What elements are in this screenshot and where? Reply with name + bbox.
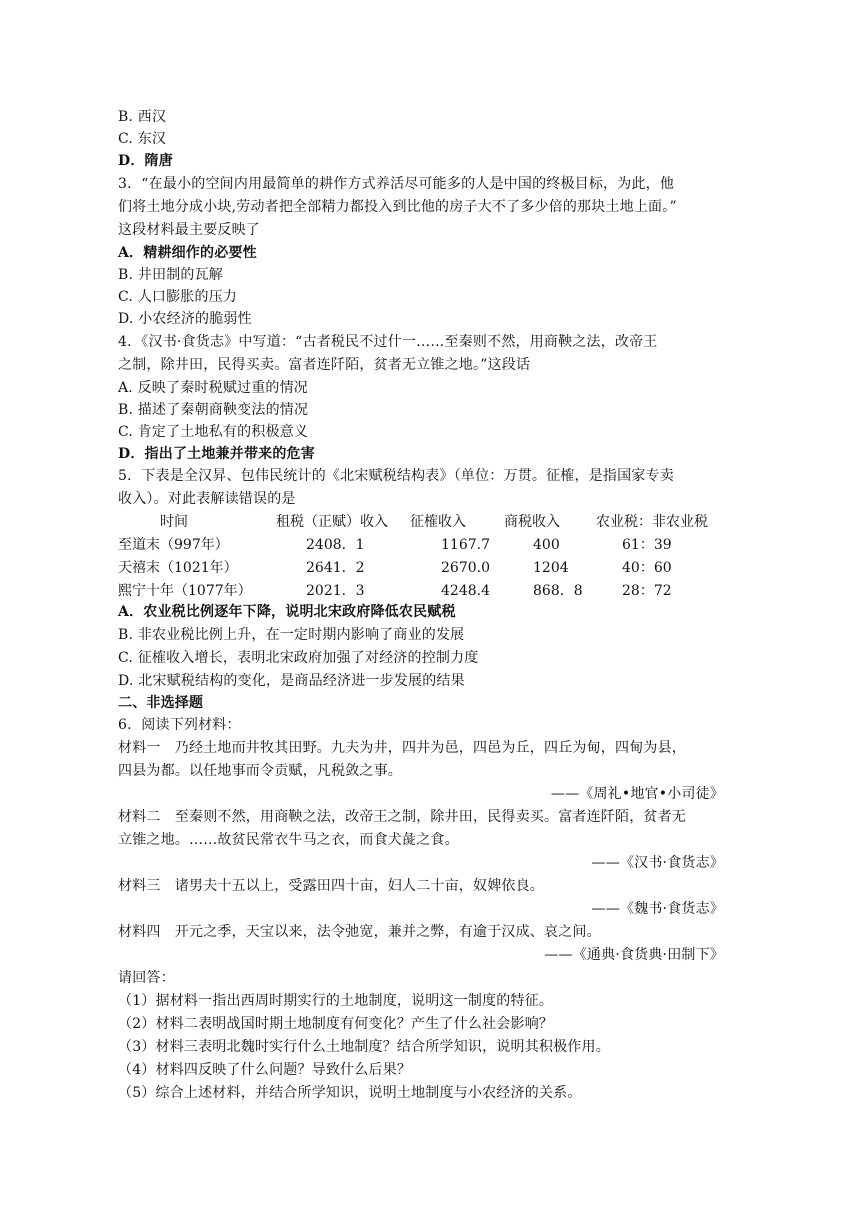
material-source: ——《周礼•地官•小司徒》 — [550, 786, 724, 802]
sub-question: （4）材料四反映了什么问题？导致什么后果？ — [118, 1062, 412, 1078]
table-row — [118, 557, 738, 579]
material-line: 四县为都。以任地事而令贡赋，凡税敛之事。 — [118, 763, 402, 779]
q3-option-b: B. 井田制的瓦解 — [118, 267, 223, 283]
q3-option-c: C. 人口膨胀的压力 — [118, 289, 238, 305]
table-header-cell: 时间 — [160, 514, 188, 530]
table-cell: 2408．1 — [306, 537, 365, 553]
material-line: 材料四 开元之季，天宝以来，法令弛宽，兼并之弊，有逾于汉成、哀之间。 — [118, 924, 601, 940]
q2-option-b: B. 西汉 — [118, 109, 167, 125]
table-cell: 天禧末（1021年） — [118, 560, 238, 576]
table-cell: 熙宁十年（1077年） — [118, 583, 252, 599]
table-cell: 4248.4 — [441, 583, 490, 599]
q5-option-a-answer: A．农业税比例逐年下降，说明北宋政府降低农民赋税 — [118, 604, 456, 620]
table-header-cell: 征榷收入 — [410, 514, 466, 530]
q5-option-b: B. 非农业税比例上升，在一定时期内影响了商业的发展 — [118, 627, 465, 643]
q6-intro: 6．阅读下列材料： — [118, 717, 241, 733]
table-row — [118, 580, 738, 602]
table-cell: 2670.0 — [441, 560, 490, 576]
q5-stem-line: 5．下表是全汉昇、包伟民统计的《北宋赋税结构表》（单位：万贯。征榷，是指国家专卖 — [118, 468, 674, 484]
q3-stem-line: 这段材料最主要反映了 — [118, 222, 260, 238]
table-header-cell: 商税收入 — [504, 514, 560, 530]
material-line: 材料一 乃经土地而井牧其田野。九夫为井，四井为邑，四邑为丘，四丘为甸，四甸为县， — [118, 740, 686, 756]
q5-option-c: C. 征榷收入增长，表明北宋政府加强了对经济的控制力度 — [118, 650, 479, 666]
sub-question: （2）材料二表明战国时期土地制度有何变化？产生了什么社会影响？ — [118, 1016, 554, 1032]
q4-stem-line: 4．《汉书·食货志》中写道：“古者税民不过什一……至秦则不然，用商鞅之法，改帝王 — [118, 334, 658, 350]
table-cell: 28：72 — [622, 583, 672, 599]
sub-question: （1）据材料一指出西周时期实行的土地制度，说明这一制度的特征。 — [118, 993, 554, 1009]
table-cell: 61：39 — [622, 537, 672, 553]
section-heading: 二、非选择题 — [118, 695, 204, 711]
table-cell: 1204 — [533, 560, 569, 576]
material-line: 材料三 诸男夫十五以上，受露田四十亩，妇人二十亩，奴婢依良。 — [118, 878, 544, 894]
material-source: ——《魏书·食货志》 — [591, 901, 724, 917]
sub-question: （3）材料三表明北魏时实行什么土地制度？结合所学知识，说明其积极作用。 — [118, 1039, 610, 1055]
q3-option-d: D. 小农经济的脆弱性 — [118, 311, 252, 327]
table-cell: 868．8 — [533, 583, 583, 599]
q5-stem-line: 收入）。对此表解读错误的是 — [118, 491, 296, 507]
material-line: 材料二 至秦则不然，用商鞅之法，改帝王之制，除井田，民得卖买。富者连阡陌，贫者无 — [118, 809, 686, 825]
table-cell: 2021．3 — [306, 583, 365, 599]
answer-prompt: 请回答： — [118, 970, 175, 986]
table-header-cell: 租税（正赋）收入 — [276, 514, 388, 530]
table-row — [118, 534, 738, 556]
table-cell: 400 — [533, 537, 560, 553]
material-source: ——《通典·食货典·田制下》 — [544, 947, 724, 963]
q4-option-a: A. 反映了秦时税赋过重的情况 — [118, 380, 309, 396]
q2-option-d-answer: D．隋唐 — [118, 153, 173, 169]
table-cell: 2641．2 — [306, 560, 365, 576]
q4-option-d-answer: D．指出了土地兼并带来的危害 — [118, 446, 315, 462]
table-cell: 至道末（997年） — [118, 537, 229, 553]
q3-stem-line: 们将土地分成小块,劳动者把全部精力都投入到比他的房子大不了多少倍的那块土地上面。” — [118, 199, 677, 215]
material-line: 立锥之地。……故贫民常衣牛马之衣，而食犬彘之食。 — [118, 832, 459, 848]
sub-question: （5）综合上述材料，并结合所学知识，说明土地制度与小农经济的关系。 — [118, 1085, 582, 1101]
q2-option-c: C. 东汉 — [118, 131, 167, 147]
q3-stem-line: 3．“在最小的空间内用最简单的耕作方式养活尽可能多的人是中国的终极目标，为此，他 — [118, 176, 675, 192]
q4-option-b: B. 描述了秦朝商鞅变法的情况 — [118, 402, 309, 418]
material-source: ——《汉书·食货志》 — [591, 855, 724, 871]
q4-option-c: C. 肯定了土地私有的积极意义 — [118, 424, 309, 440]
table-header-row — [118, 511, 738, 533]
table-cell: 40：60 — [622, 560, 672, 576]
q3-option-a-answer: A．精耕细作的必要性 — [118, 245, 257, 261]
table-cell: 1167.7 — [441, 537, 490, 553]
table-header-cell: 农业税：非农业税 — [596, 514, 708, 530]
q4-stem-line: 之制，除井田，民得买卖。富者连阡陌，贫者无立锥之地。”这段话 — [118, 357, 531, 373]
q5-option-d: D. 北宋赋税结构的变化，是商品经济进一步发展的结果 — [118, 673, 465, 689]
